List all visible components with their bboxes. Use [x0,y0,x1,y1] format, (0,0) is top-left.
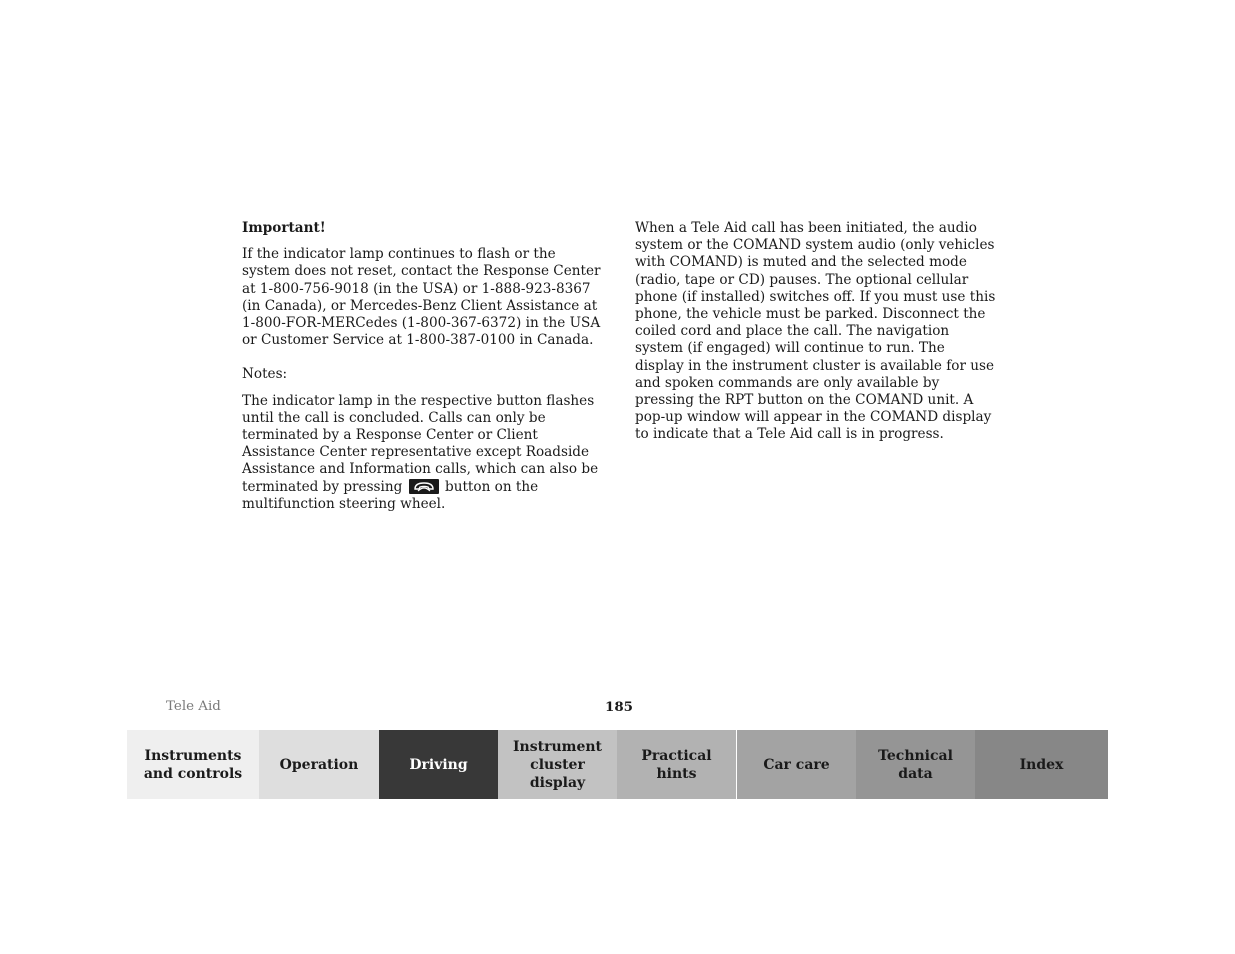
tab-driving[interactable] [379,730,498,799]
notes-label: Notes: [242,366,288,383]
chapter-tab-bar [127,730,1108,799]
page-number: 185 [605,699,633,715]
tab-label: Practical hints [641,747,712,782]
tab-index[interactable] [975,730,1108,799]
tab-label-line2: data [898,765,933,782]
left-column [242,220,604,513]
right-column [635,220,997,444]
tab-technical-data[interactable] [856,730,975,799]
end-call-phone-icon [409,479,439,494]
tab-label-line2: and controls [143,765,243,782]
notes-paragraph [242,393,604,513]
tele-aid-call-paragraph: When a Tele Aid call has been initiated, the audio system or the COMAND system audio (only vehicles with COMAND) is muted and the selected mode (radio, tape or CD) pauses. The optional cellular phone (if installed) switches off. If you must use this phone, the vehicle must be parked. Disconnect the coiled cord and place the call. The navigation system (if engaged) will continue to run. The display in the instrument cluster is available for use and spoken commands are only available by pressing the RPT button on the COMAND unit. A pop-up window will appear in the COMAND display to indicate that a Tele Aid call is in progress. [635,220,996,443]
tab-label: Operation [279,756,359,773]
section-name: Tele Aid [166,699,221,714]
tab-label: Car care [763,756,830,773]
notes-text-after: button on the multifunction steering wheel. [242,478,539,512]
tab-label-line2: cluster display [529,756,586,791]
contact-paragraph: If the indicator lamp continues to flash or the system does not reset, contact the Response Center at 1-800-756-9018 (in the USA) or 1-888-923-8367 (in Canada), or Mercedes-Benz Client Assistance at 1-800-FOR-MERCedes (1-800-367-6372) in the USA or Customer Service at 1-800-387-0100 in Canada. [242,246,601,349]
notes-text-before: The indicator lamp in the respective button flashes until the call is concluded. Calls can only be terminated by a Response Center or Client Assistance Center representative except Roadside Assistance and Information calls, which can also be terminated by pressing [242,392,599,495]
tab-label: Index [1019,756,1064,773]
tab-instrument-cluster-display[interactable] [498,730,617,799]
important-heading: Important! [242,220,326,236]
tab-operation[interactable] [259,730,379,799]
tab-label-line1: Instrument [513,738,602,755]
tab-label: Driving [409,756,468,773]
tab-car-care[interactable] [737,730,856,799]
tab-label-line1: Instruments [144,747,242,764]
tab-practical-hints[interactable] [617,730,737,799]
tab-label-line1: Technical [878,747,953,764]
tab-instruments-and-controls[interactable] [127,730,259,799]
